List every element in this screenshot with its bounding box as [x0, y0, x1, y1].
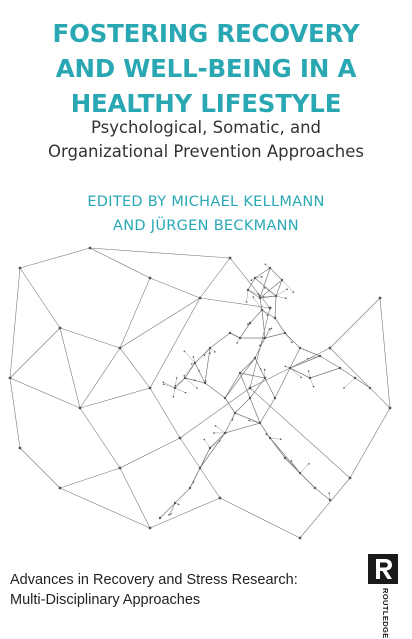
- wireframe-line: [225, 423, 260, 433]
- wireframe-line: [60, 468, 120, 488]
- wireframe-line: [160, 503, 175, 518]
- wireframe-line: [330, 348, 390, 408]
- wireframe-node: [191, 363, 193, 365]
- wireframe-line: [276, 289, 287, 296]
- wireframe-node: [308, 370, 310, 372]
- wireframe-node: [299, 347, 301, 349]
- wireframe-node: [264, 369, 266, 371]
- wireframe-node: [184, 377, 186, 379]
- routledge-r-logo-icon: [368, 554, 398, 584]
- wireframe-line: [175, 378, 185, 386]
- wireframe-node: [354, 377, 356, 379]
- book-title-line-2: AND WELL-BEING IN A: [0, 51, 412, 86]
- wireframe-line: [225, 398, 235, 413]
- wireframe-node: [189, 487, 191, 489]
- wireframe-node: [289, 367, 291, 369]
- wireframe-line: [310, 368, 340, 378]
- wireframe-node: [168, 514, 170, 516]
- wireframe-line: [10, 378, 20, 448]
- wireframe-line: [164, 384, 175, 388]
- wireframe-node: [252, 296, 254, 298]
- book-subtitle-line-2: Organizational Prevention Approaches: [0, 140, 412, 164]
- wireframe-line: [291, 461, 300, 473]
- wireframe-line: [247, 290, 248, 302]
- wireframe-node: [214, 351, 216, 353]
- wireframe-line: [80, 348, 120, 408]
- book-subtitle-line-1: Psychological, Somatic, and: [0, 116, 412, 140]
- wireframe-node: [251, 279, 253, 281]
- wireframe-node: [249, 322, 251, 324]
- wireframe-line: [120, 278, 150, 348]
- wireframe-node: [199, 297, 202, 300]
- wireframe-node: [263, 337, 265, 339]
- wireframe-line: [230, 333, 240, 338]
- wireframe-line: [235, 398, 250, 413]
- wireframe-node: [329, 499, 331, 501]
- wireframe-node: [329, 347, 332, 350]
- wireframe-node: [59, 327, 62, 330]
- wireframe-line: [120, 298, 200, 348]
- wireframe-node: [174, 385, 176, 387]
- wireframe-node: [179, 437, 182, 440]
- wireframe-node: [291, 342, 293, 344]
- wireframe-line: [10, 328, 60, 378]
- wireframe-line: [210, 333, 230, 348]
- wireframe-line: [275, 296, 276, 318]
- wireframe-line: [216, 426, 225, 433]
- wireframe-line: [300, 348, 320, 356]
- wireframe-node: [265, 433, 267, 435]
- wireframe-node: [291, 460, 293, 462]
- wireframe-node: [246, 301, 248, 303]
- wireframe-node: [232, 419, 234, 421]
- wireframe-node: [285, 298, 287, 300]
- wireframe-node: [379, 297, 382, 300]
- wireframe-node: [176, 377, 178, 379]
- wireframe-line: [90, 248, 150, 278]
- wireframe-node: [274, 397, 276, 399]
- wireframe-node: [196, 387, 198, 389]
- wireframe-line: [270, 438, 300, 473]
- wireframe-line: [300, 478, 350, 538]
- wireframe-node: [299, 472, 301, 474]
- wireframe-line: [230, 258, 270, 308]
- wireframe-node: [254, 357, 256, 359]
- wireframe-line: [300, 464, 309, 473]
- wireframe-node: [59, 487, 62, 490]
- book-editors-line-1: EDITED BY MICHAEL KELLMANN: [0, 190, 412, 214]
- wireframe-node: [173, 396, 175, 398]
- wireframe-node: [269, 328, 271, 330]
- wireframe-node: [274, 317, 276, 319]
- wireframe-line: [250, 388, 350, 478]
- wireframe-line: [80, 408, 120, 468]
- wireframe-line: [285, 333, 300, 348]
- wireframe-line: [10, 378, 80, 408]
- wireframe-node: [194, 379, 196, 381]
- wireframe-line: [380, 298, 390, 408]
- wireframe-line: [10, 268, 20, 378]
- wireframe-node: [209, 352, 211, 354]
- wireframe-line: [285, 333, 292, 342]
- wireframe-node: [149, 277, 152, 280]
- wireframe-node: [263, 296, 265, 298]
- wireframe-line: [262, 310, 275, 318]
- wireframe-node: [194, 362, 196, 364]
- wireframe-node: [184, 350, 186, 352]
- wireframe-line: [261, 369, 265, 378]
- wireframe-node: [307, 358, 309, 360]
- wireframe-node: [198, 370, 200, 372]
- wireframe-node: [284, 457, 286, 459]
- wireframe-node: [170, 513, 172, 515]
- wireframe-line: [195, 348, 210, 363]
- wireframe-line: [175, 488, 190, 503]
- wireframe-node: [308, 463, 310, 465]
- wireframe-line: [20, 448, 60, 488]
- wireframe-node: [280, 438, 282, 440]
- wireframe-node: [119, 347, 122, 350]
- wireframe-node: [259, 422, 261, 424]
- wireframe-line: [265, 378, 275, 398]
- wireframe-node: [163, 381, 165, 383]
- wireframe-line: [120, 348, 150, 388]
- wireframe-line: [220, 498, 300, 538]
- wireframe-node: [247, 289, 249, 291]
- wireframe-node: [259, 345, 261, 347]
- wireframe-line: [270, 268, 282, 280]
- wireframe-node: [9, 377, 12, 380]
- wireframe-node: [286, 288, 288, 290]
- wireframe-line: [282, 280, 293, 292]
- wireframe-node: [236, 342, 238, 344]
- wireframe-node: [249, 387, 252, 390]
- wireframe-line: [150, 278, 200, 298]
- wireframe-line: [310, 378, 314, 387]
- wireframe-node: [219, 497, 222, 500]
- wireframe-node: [267, 314, 269, 316]
- wireframe-node: [185, 392, 187, 394]
- wireframe-line: [355, 378, 370, 388]
- wireframe-node: [219, 440, 221, 442]
- wireframe-line: [120, 468, 150, 528]
- wireframe-line: [200, 433, 225, 468]
- series-name: [10, 570, 298, 610]
- wireframe-node: [19, 447, 22, 450]
- wireframe-node: [224, 397, 226, 399]
- wireframe-node: [79, 407, 82, 410]
- wireframe-line: [340, 368, 355, 378]
- wireframe-node: [285, 366, 287, 368]
- wireframe-node: [259, 295, 261, 297]
- book-title: [0, 16, 412, 121]
- wireframe-line: [169, 503, 175, 515]
- wireframe-line: [225, 413, 235, 433]
- wireframe-line: [150, 388, 180, 438]
- wireframe-line: [225, 373, 240, 398]
- wireframe-node: [119, 467, 122, 470]
- wireframe-node: [204, 439, 206, 441]
- wireframe-node: [174, 387, 176, 389]
- wireframe-line: [344, 378, 355, 388]
- wireframe-line: [60, 328, 120, 348]
- wireframe-node: [163, 383, 165, 385]
- wireframe-node: [229, 332, 231, 334]
- wireframe-line: [270, 438, 281, 439]
- wireframe-node: [249, 397, 251, 399]
- wireframe-line: [185, 363, 195, 378]
- wireframe-node: [260, 368, 262, 370]
- wireframe-line: [199, 371, 205, 383]
- wireframe-node: [269, 307, 272, 310]
- wireframe-node: [209, 447, 211, 449]
- wireframe-node: [199, 467, 201, 469]
- publisher-logo: [368, 554, 398, 622]
- wireframe-line: [200, 258, 230, 298]
- wireframe-node: [178, 504, 180, 506]
- wireframe-line: [80, 388, 150, 408]
- wireframe-node: [284, 332, 286, 334]
- wireframe-node: [293, 291, 295, 293]
- wireframe-node: [269, 267, 271, 269]
- wireframe-line: [275, 318, 285, 333]
- wireframe-line: [330, 298, 380, 348]
- wireframe-line: [315, 488, 330, 500]
- book-title-line-1: FOSTERING RECOVERY: [0, 16, 412, 51]
- wireframe-node: [205, 380, 207, 382]
- publisher-logo-wordmark: [375, 588, 391, 622]
- wireframe-node: [299, 537, 302, 540]
- wireframe-node: [224, 432, 226, 434]
- wireframe-node: [314, 487, 316, 489]
- wireframe-node: [254, 277, 256, 279]
- wireframe-node: [271, 328, 273, 330]
- wireframe-line: [210, 433, 225, 448]
- wireframe-line: [240, 358, 255, 373]
- wireframe-line: [255, 338, 265, 358]
- series-name-line-1: Advances in Recovery and Stress Research:: [10, 570, 298, 590]
- wireframe-node: [239, 372, 241, 374]
- wireframe-line: [175, 388, 186, 393]
- wireframe-node: [349, 477, 352, 480]
- wireframe-line: [260, 423, 270, 438]
- wireframe-line: [320, 356, 340, 368]
- wireframe-node: [209, 347, 211, 349]
- wireframe-node: [265, 263, 267, 265]
- wireframe-node: [319, 355, 321, 357]
- wireframe-node: [389, 407, 392, 410]
- wireframe-node: [149, 527, 152, 530]
- wireframe-node: [239, 337, 241, 339]
- wireframe-node: [193, 481, 195, 483]
- wireframe-line: [225, 358, 255, 398]
- wireframe-node: [309, 377, 311, 379]
- book-title-line-3: HEALTHY LIFESTYLE: [0, 86, 412, 121]
- wireframe-node: [248, 420, 250, 422]
- wireframe-line: [90, 248, 230, 258]
- wireframe-node: [229, 257, 232, 260]
- wireframe-node: [281, 279, 283, 281]
- wireframe-node: [89, 247, 92, 250]
- wireframe-line: [240, 323, 250, 338]
- wireframe-line: [173, 388, 175, 397]
- wireframe-node: [204, 355, 206, 357]
- wireframe-line: [290, 356, 320, 368]
- wireframe-node: [174, 502, 176, 504]
- wireframe-line: [290, 348, 300, 368]
- wireframe-node: [328, 492, 330, 494]
- wireframe-line: [350, 408, 390, 478]
- wireframe-node: [259, 297, 261, 299]
- wireframe-line: [60, 488, 150, 528]
- wireframe-node: [313, 386, 315, 388]
- wireframe-line: [20, 268, 60, 328]
- book-editors-line-2: AND JÜRGEN BECKMANN: [0, 214, 412, 238]
- wireframe-line: [180, 388, 250, 438]
- wireframe-node: [275, 295, 277, 297]
- wireframe-node: [258, 293, 260, 295]
- wireframe-node: [261, 309, 263, 311]
- wireframe-node: [184, 375, 186, 377]
- publisher-logo-text: ROUTLEDGE: [381, 588, 390, 622]
- wireframe-node: [234, 412, 236, 414]
- book-subtitle: [0, 116, 412, 164]
- wireframe-line: [204, 439, 210, 448]
- wireframe-line: [184, 363, 195, 376]
- wireframe-node: [19, 267, 22, 270]
- wireframe-line: [60, 328, 80, 408]
- wireframe-line: [20, 248, 90, 268]
- wireframe-line: [150, 498, 220, 528]
- wireframe-line: [276, 296, 286, 298]
- wireframe-node: [204, 382, 206, 384]
- wireframe-line: [150, 298, 200, 388]
- wireframe-node: [261, 276, 263, 278]
- wireframe-node: [159, 517, 161, 519]
- wireframe-node: [369, 387, 371, 389]
- wireframe-line: [275, 368, 290, 398]
- wireframe-node: [149, 387, 152, 390]
- wireframe-line: [120, 438, 180, 468]
- wireframe-node: [215, 425, 217, 427]
- low-poly-wireframe-runner-illustration: [0, 238, 412, 568]
- series-name-line-2: Multi-Disciplinary Approaches: [10, 590, 298, 610]
- wireframe-node: [247, 324, 249, 326]
- wireframe-node: [213, 432, 215, 434]
- wireframe-node: [264, 287, 266, 289]
- wireframe-node: [343, 387, 345, 389]
- wireframe-line: [205, 383, 225, 398]
- wireframe-node: [339, 367, 341, 369]
- wireframe-line: [260, 398, 275, 423]
- wireframe-node: [269, 437, 271, 439]
- wireframe-line: [163, 382, 175, 388]
- wireframe-node: [300, 377, 302, 379]
- book-editors: [0, 190, 412, 238]
- wireframe-line: [250, 310, 262, 323]
- wireframe-line: [255, 268, 270, 278]
- wireframe-node: [193, 356, 195, 358]
- wireframe-node: [264, 377, 266, 379]
